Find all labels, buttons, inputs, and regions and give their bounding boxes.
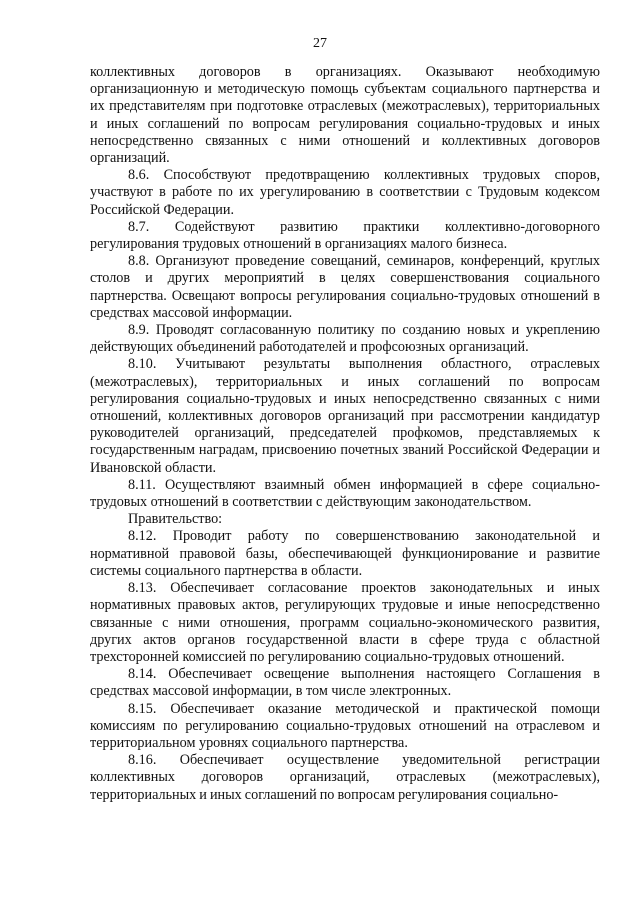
paragraph-8-8: 8.8. Организуют проведение совещаний, семинаров, конференций, круглых столов и других мероприятий в целях совершенствования социального партнерства. Освещают вопросы регулирования социально-трудовых отношений в средствах массовой информации.	[90, 253, 600, 321]
paragraph-8-14: 8.14. Обеспечивает освещение выполнения настоящего Соглашения в средствах массовой информации, в том числе электронных.	[90, 666, 600, 700]
paragraph-8-9: 8.9. Проводят согласованную политику по созданию новых и укреплению действующих объединений работодателей и профсоюзных организаций.	[90, 322, 600, 356]
section-heading-government: Правительство:	[128, 511, 223, 528]
paragraph-8-6: 8.6. Способствуют предотвращению коллективных трудовых споров, участвуют в работе по их урегулированию в соответствии с Трудовым кодексом Российской Федерации.	[90, 167, 600, 218]
paragraph-8-12: 8.12. Проводит работу по совершенствованию законодательной и нормативной правовой базы, обеспечивающей функционирование и развитие системы социального партнерства в области.	[90, 528, 600, 579]
paragraph-8-7: 8.7. Содействуют развитию практики коллективно-договорного регулирования трудовых отношений в организациях малого бизнеса.	[90, 218, 600, 253]
page-number: 27	[313, 36, 327, 51]
paragraph-8-10: 8.10. Учитывают результаты выполнения областного, отраслевых (межотраслевых), территориальных и иных соглашений по вопросам регулирования социально-трудовых и иных непосредственно связанных с ними отношений, коллективных договоров организаций при рассмотрении кандидатур руководителей организаций, председателей профкомов, представляемых к государственным наградам, присвоению почетных званий Российской Федерации и Ивановской области.	[90, 356, 600, 476]
paragraph-8-16: 8.16. Обеспечивает осуществление уведомительной регистрации коллективных договоров организаций, отраслевых (межотраслевых), территориальных и иных соглашений по вопросам регулирования социально-	[90, 752, 600, 803]
paragraph-continuation: коллективных договоров в организациях. Оказывают необходимую организационную и методическую помощь субъектам социального партнерства и их представителям при подготовке отраслевых (межотраслевых), территориальных и иных соглашений по вопросам регулирования социально-трудовых и иных непосредственно связанных с ними отношений и коллективных договоров организаций.	[90, 64, 600, 167]
paragraph-8-13: 8.13. Обеспечивает согласование проектов законодательных и иных нормативных правовых актов, регулирующих трудовые и иные непосредственно связанные с ними отношения, программ социально-экономического развития, других актов органов государственной власти в сфере труда с областной трехсторонней комиссией по регулированию социально-трудовых отношений.	[90, 580, 600, 665]
paragraph-8-15: 8.15. Обеспечивает оказание методической и практической помощи комиссиям по регулированию социально-трудовых отношений на отраслевом и территориальном уровнях социального партнерства.	[90, 700, 600, 751]
document-body	[90, 64, 600, 804]
paragraph-8-11: 8.11. Осуществляют взаимный обмен информацией в сфере социально-трудовых отношений в соответствии с действующим законодательством.	[90, 476, 600, 511]
